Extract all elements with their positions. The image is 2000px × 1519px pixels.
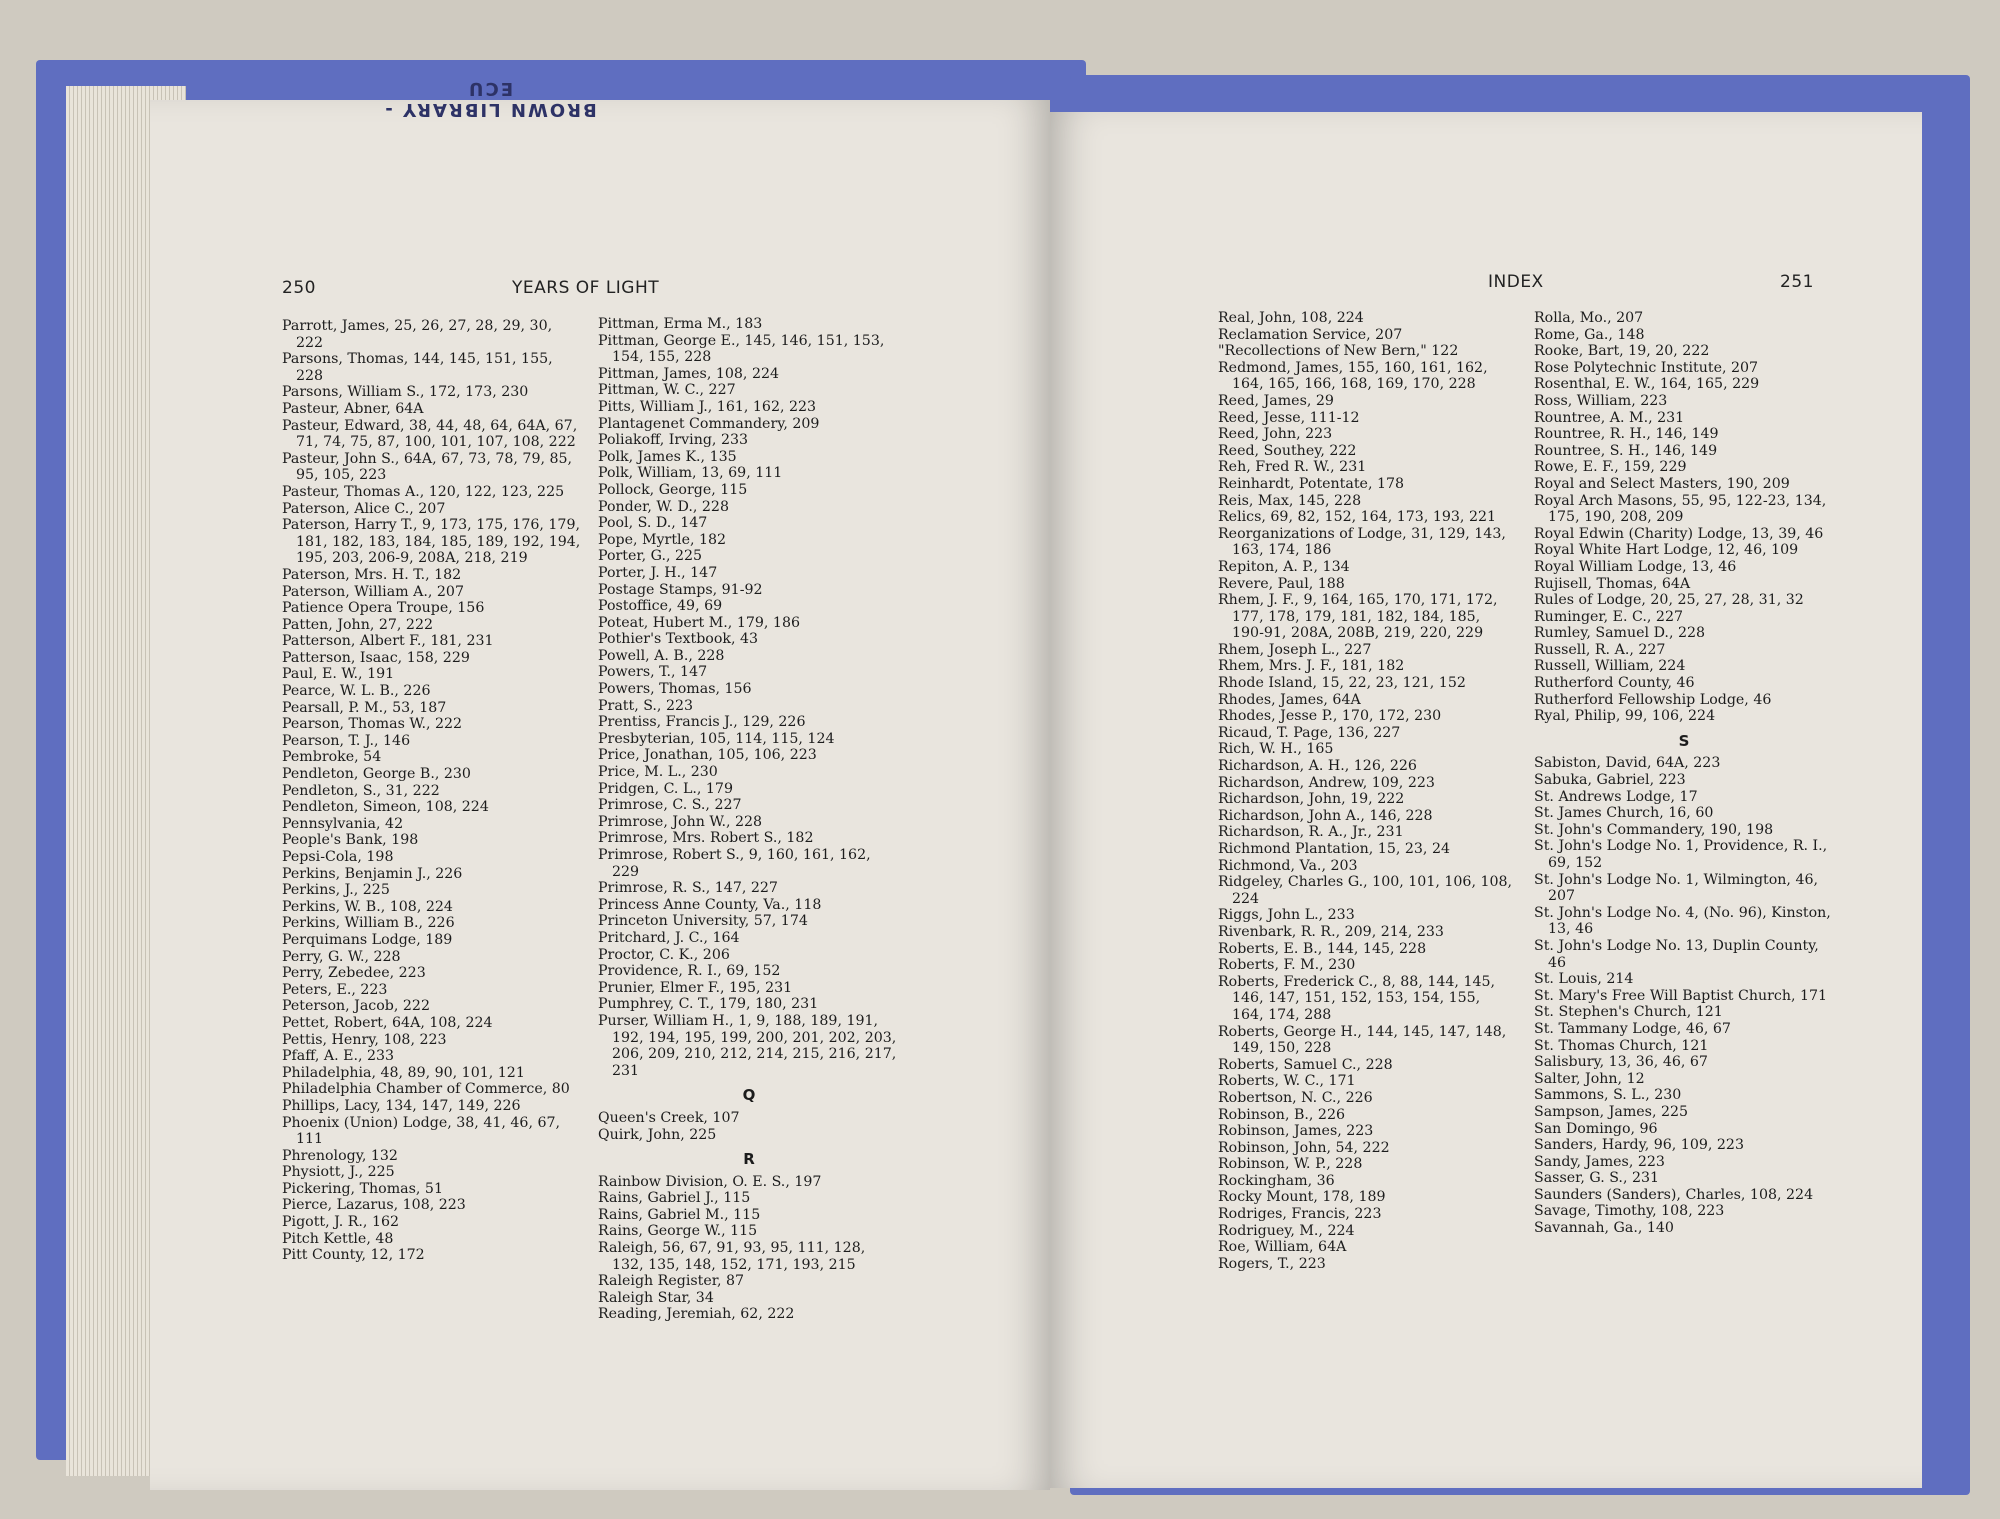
- index-entry: St. Louis, 214: [1534, 971, 1634, 988]
- index-entry: Primrose, Mrs. Robert S., 182: [598, 830, 814, 847]
- index-entry: Patterson, Isaac, 158, 229: [282, 649, 470, 666]
- index-entry: Pritchard, J. C., 164: [598, 929, 740, 946]
- index-entry: Rhem, J. F., 9, 164, 165, 170, 171, 172, 177, 178, 179, 181, 182, 184, 185, 190-91, 208A, 208B, 219, 220, 229: [1218, 592, 1498, 642]
- index-entry: Robinson, W. P., 228: [1218, 1156, 1363, 1173]
- index-entry: Rolla, Mo., 207: [1534, 310, 1644, 326]
- index-entry: Royal White Hart Lodge, 12, 46, 109: [1534, 542, 1799, 559]
- index-entry: Rocky Mount, 178, 189: [1218, 1189, 1386, 1206]
- index-entry: Pendleton, S., 31, 222: [282, 782, 440, 799]
- index-entry: Rains, George W., 115: [598, 1223, 758, 1240]
- index-entry: Pasteur, Abner, 64A: [282, 400, 424, 417]
- index-entry: Pembroke, 54: [282, 749, 382, 766]
- index-entry: Rose Polytechnic Institute, 207: [1534, 359, 1759, 376]
- running-head-left: YEARS OF LIGHT: [512, 278, 660, 298]
- index-entry: Rodriguey, M., 224: [1218, 1222, 1355, 1239]
- index-entry: Pratt, S., 223: [598, 697, 694, 714]
- index-entry: Pumphrey, C. T., 179, 180, 231: [598, 996, 819, 1013]
- index-entry: Pendleton, Simeon, 108, 224: [282, 799, 489, 816]
- index-entry: Parrott, James, 25, 26, 27, 28, 29, 30, 222: [282, 318, 553, 351]
- index-entry: Paterson, Alice C., 207: [282, 500, 446, 517]
- index-entry: People's Bank, 198: [282, 832, 419, 849]
- index-entry: Robertson, N. C., 226: [1218, 1089, 1373, 1106]
- index-entry: Rhem, Mrs. J. F., 181, 182: [1218, 658, 1405, 675]
- index-entry: Perquimans Lodge, 189: [282, 931, 453, 948]
- index-entry: Rumley, Samuel D., 228: [1534, 625, 1706, 642]
- index-entry: St. John's Lodge No. 1, Providence, R. I., 69, 152: [1534, 838, 1828, 871]
- index-entry: Rhode Island, 15, 22, 23, 121, 152: [1218, 675, 1466, 692]
- index-entry: Reed, Jesse, 111-12: [1218, 409, 1360, 426]
- index-entry: Pettis, Henry, 108, 223: [282, 1031, 447, 1048]
- index-entry: Richardson, Andrew, 109, 223: [1218, 774, 1435, 791]
- index-entry: Pickering, Thomas, 51: [282, 1180, 443, 1197]
- index-entry: Riggs, John L., 233: [1218, 907, 1355, 924]
- index-entry: Pearce, W. L. B., 226: [282, 683, 431, 700]
- index-entry: Providence, R. I., 69, 152: [598, 963, 781, 980]
- page-number-right: 251: [1780, 272, 1814, 292]
- index-entry: Savage, Timothy, 108, 223: [1534, 1203, 1725, 1220]
- index-entry: Rivenbark, R. R., 209, 214, 233: [1218, 923, 1444, 940]
- index-entry: Proctor, C. K., 206: [598, 946, 730, 963]
- index-entry: St. Stephen's Church, 121: [1534, 1004, 1723, 1021]
- index-entry: Pasteur, John S., 64A, 67, 73, 78, 79, 85, 95, 105, 223: [282, 450, 573, 484]
- index-entry: Rhodes, Jesse P., 170, 172, 230: [1218, 708, 1442, 725]
- index-entry: Pennsylvania, 42: [282, 815, 404, 832]
- index-column-1: [282, 318, 582, 1264]
- index-entry: Rooke, Bart, 19, 20, 222: [1534, 343, 1710, 360]
- index-entry: Quirk, John, 225: [598, 1126, 717, 1143]
- index-entry: Princess Anne County, Va., 118: [598, 896, 822, 913]
- index-entry: Phrenology, 132: [282, 1147, 398, 1164]
- index-entry: Poteat, Hubert M., 179, 186: [598, 614, 801, 631]
- index-entry: Robinson, James, 223: [1218, 1123, 1374, 1140]
- index-entry: Rome, Ga., 148: [1534, 326, 1645, 343]
- index-entry: Ponder, W. D., 228: [598, 498, 729, 515]
- index-entry: Robinson, John, 54, 222: [1218, 1139, 1390, 1156]
- index-entry: Raleigh Star, 34: [598, 1289, 714, 1306]
- index-entry: Peterson, Jacob, 222: [282, 998, 430, 1015]
- index-entry: Rich, W. H., 165: [1218, 741, 1334, 758]
- index-entry: Rules of Lodge, 20, 25, 27, 28, 31, 32: [1534, 592, 1804, 609]
- index-entry: Savannah, Ga., 140: [1534, 1220, 1674, 1237]
- index-entry: Perkins, W. B., 108, 224: [282, 898, 453, 915]
- index-column-4: [1534, 310, 1834, 1237]
- index-entry: Rountree, R. H., 146, 149: [1534, 426, 1719, 443]
- index-entry: Pittman, W. C., 227: [598, 382, 736, 399]
- index-entry: Royal Arch Masons, 55, 95, 122-23, 134, 175, 190, 208, 209: [1534, 492, 1827, 526]
- index-entry: Rhem, Joseph L., 227: [1218, 641, 1372, 658]
- index-entry: Pearson, T. J., 146: [282, 732, 411, 749]
- index-entry: Philadelphia, 48, 89, 90, 101, 121: [282, 1064, 525, 1081]
- index-entry: Paterson, Mrs. H. T., 182: [282, 566, 462, 583]
- index-entry: Pittman, James, 108, 224: [598, 365, 780, 382]
- right-page: [1050, 112, 1922, 1488]
- index-entry: Purser, William H., 1, 9, 188, 189, 191, 192, 194, 195, 199, 200, 201, 202, 203, 206, 209, 210, 212, 214, 215, 216, 217, 231: [598, 1012, 897, 1079]
- index-entry: Presbyterian, 105, 114, 115, 124: [598, 730, 835, 747]
- index-entry: Reis, Max, 145, 228: [1218, 492, 1362, 509]
- index-entry: Reed, James, 29: [1218, 392, 1334, 409]
- index-entry: Sabiston, David, 64A, 223: [1534, 755, 1721, 772]
- index-entry: Sampson, James, 225: [1534, 1103, 1689, 1120]
- index-entry: Pfaff, A. E., 233: [282, 1048, 395, 1065]
- index-entry: Russell, William, 224: [1534, 658, 1686, 675]
- index-entry: Richmond Plantation, 15, 23, 24: [1218, 841, 1451, 857]
- index-entry: Rutherford County, 46: [1534, 675, 1695, 692]
- index-entry: Rountree, S. H., 146, 149: [1534, 442, 1718, 459]
- index-entry: Rujisell, Thomas, 64A: [1534, 575, 1691, 592]
- index-entry: Postage Stamps, 91-92: [598, 581, 763, 598]
- index-entry: Richardson, A. H., 126, 226: [1218, 758, 1417, 775]
- running-head-right: INDEX: [1488, 272, 1544, 292]
- index-entry: Sammons, S. L., 230: [1534, 1087, 1682, 1104]
- index-entry: Perkins, J., 225: [282, 882, 390, 899]
- index-entry: Perry, G. W., 228: [282, 948, 401, 965]
- index-entry: Pool, S. D., 147: [598, 515, 708, 532]
- index-entry: Sasser, G. S., 231: [1534, 1170, 1660, 1187]
- index-entry: Pepsi-Cola, 198: [282, 849, 394, 865]
- index-entry: Ryal, Philip, 99, 106, 224: [1534, 708, 1716, 725]
- index-entry: Paul, E. W., 191: [282, 666, 395, 683]
- index-entry: Ridgeley, Charles G., 100, 101, 106, 108, 224: [1218, 874, 1513, 907]
- index-entry: Patten, John, 27, 222: [282, 616, 433, 633]
- index-entry: Pridgen, C. L., 179: [598, 780, 733, 797]
- index-entry: Reed, John, 223: [1218, 426, 1333, 443]
- index-entry: Rains, Gabriel M., 115: [598, 1206, 761, 1223]
- index-entry: St. Andrews Lodge, 17: [1534, 788, 1698, 805]
- index-entry: Parsons, William S., 172, 173, 230: [282, 384, 529, 401]
- index-entry: Philadelphia Chamber of Commerce, 80: [282, 1081, 570, 1098]
- index-entry: Sanders, Hardy, 96, 109, 223: [1534, 1137, 1744, 1154]
- index-entry: Paterson, Harry T., 9, 173, 175, 176, 179, 181, 182, 183, 184, 185, 189, 192, 194, 195, 203, 206-9, 208A, 218, 219: [282, 517, 581, 567]
- index-entry: Powell, A. B., 228: [598, 647, 725, 664]
- index-entry: Rosenthal, E. W., 164, 165, 229: [1534, 376, 1760, 393]
- index-entry: Prunier, Elmer F., 195, 231: [598, 979, 793, 996]
- index-entry: Royal Edwin (Charity) Lodge, 13, 39, 46: [1534, 525, 1824, 542]
- index-entry: Primrose, R. S., 147, 227: [598, 880, 778, 897]
- index-entry: Pearsall, P. M., 53, 187: [282, 699, 447, 716]
- index-entry: Raleigh, 56, 67, 91, 93, 95, 111, 128, 132, 135, 148, 152, 171, 193, 215: [598, 1240, 866, 1273]
- page-number-left: 250: [282, 278, 316, 298]
- index-entry: "Recollections of New Bern," 122: [1218, 343, 1459, 360]
- index-entry: Prentiss, Francis J., 129, 226: [598, 714, 806, 731]
- index-entry: Rutherford Fellowship Lodge, 46: [1534, 691, 1772, 708]
- index-entry: St. Tammany Lodge, 46, 67: [1534, 1020, 1731, 1037]
- index-entry: Porter, J. H., 147: [598, 564, 718, 581]
- spine-stamp: BROWN LIBRARY - ECU: [383, 78, 597, 120]
- index-entry: Polk, William, 13, 69, 111: [598, 465, 783, 482]
- index-entry: Rains, Gabriel J., 115: [598, 1190, 751, 1207]
- index-entry: Pasteur, Thomas A., 120, 122, 123, 225: [282, 483, 565, 500]
- index-entry: Reed, Southey, 222: [1218, 442, 1357, 459]
- index-entry: Robinson, B., 226: [1218, 1106, 1345, 1123]
- index-entry: Perry, Zebedee, 223: [282, 965, 426, 982]
- index-entry: Reh, Fred R. W., 231: [1218, 459, 1367, 476]
- index-entry: Reorganizations of Lodge, 31, 129, 143, 163, 174, 186: [1218, 525, 1506, 559]
- index-entry: Perkins, Benjamin J., 226: [282, 865, 463, 882]
- index-entry: Phillips, Lacy, 134, 147, 149, 226: [282, 1097, 521, 1114]
- index-entry: Pasteur, Edward, 38, 44, 48, 64, 64A, 67, 71, 74, 75, 87, 100, 101, 107, 108, 222: [282, 417, 578, 451]
- index-entry: Patterson, Albert F., 181, 231: [282, 633, 494, 650]
- index-entry: Queen's Creek, 107: [598, 1109, 740, 1126]
- index-entry: Pittman, George E., 145, 146, 151, 153, 154, 155, 228: [598, 332, 885, 366]
- index-entry: Plantagenet Commandery, 209: [598, 415, 820, 432]
- index-entry: Physiott, J., 225: [282, 1164, 395, 1181]
- index-entry: Royal and Select Masters, 190, 209: [1534, 475, 1790, 492]
- index-entry: Powers, T., 147: [598, 664, 708, 681]
- index-entry: Princeton University, 57, 174: [598, 913, 808, 930]
- index-entry: Pigott, J. R., 162: [282, 1214, 400, 1231]
- index-entry: Salter, John, 12: [1534, 1070, 1645, 1087]
- index-entry: Pitch Kettle, 48: [282, 1230, 394, 1247]
- index-entry: Revere, Paul, 188: [1218, 575, 1345, 592]
- index-entry: Real, John, 108, 224: [1218, 310, 1364, 326]
- index-entry: St. John's Lodge No. 4, (No. 96), Kinston, 13, 46: [1534, 904, 1831, 938]
- index-entry: Ricaud, T. Page, 136, 227: [1218, 724, 1401, 741]
- index-entry: Pettet, Robert, 64A, 108, 224: [282, 1014, 493, 1031]
- index-entry: Richardson, John, 19, 222: [1218, 791, 1405, 808]
- index-entry: Roberts, W. C., 171: [1218, 1073, 1356, 1090]
- index-entry: Rockingham, 36: [1218, 1172, 1335, 1189]
- index-entry: Patience Opera Troupe, 156: [282, 600, 485, 617]
- index-entry: Porter, G., 225: [598, 548, 703, 565]
- index-entry: St. Thomas Church, 121: [1534, 1037, 1709, 1054]
- index-entry: St. James Church, 16, 60: [1534, 805, 1714, 822]
- index-entry: Richardson, R. A., Jr., 231: [1218, 824, 1404, 841]
- index-entry: Roberts, Frederick C., 8, 88, 144, 145, 146, 147, 151, 152, 153, 154, 155, 164, 174, 288: [1218, 973, 1496, 1023]
- index-entry: St. John's Lodge No. 13, Duplin County, 46: [1534, 937, 1819, 971]
- index-entry: Reading, Jeremiah, 62, 222: [598, 1306, 795, 1323]
- index-entry: Roe, William, 64A: [1218, 1239, 1347, 1256]
- index-entry: Rountree, A. M., 231: [1534, 409, 1685, 426]
- index-column-2: [598, 316, 900, 1323]
- index-entry: Primrose, John W., 228: [598, 813, 763, 830]
- index-column-3: [1218, 310, 1516, 1272]
- section-letter: Q: [742, 1086, 756, 1105]
- index-entry: Repiton, A. P., 134: [1218, 558, 1350, 575]
- index-entry: Perkins, William B., 226: [282, 915, 455, 932]
- section-letter: S: [1678, 731, 1690, 750]
- index-entry: Roberts, George H., 144, 145, 147, 148, 149, 150, 228: [1218, 1023, 1507, 1057]
- index-entry: Saunders (Sanders), Charles, 108, 224: [1534, 1186, 1814, 1203]
- index-entry: Roberts, E. B., 144, 145, 228: [1218, 940, 1427, 957]
- index-entry: Royal William Lodge, 13, 46: [1534, 558, 1737, 575]
- index-entry: Richardson, John A., 146, 228: [1218, 807, 1433, 824]
- index-entry: Postoffice, 49, 69: [598, 598, 723, 615]
- index-entry: Rainbow Division, O. E. S., 197: [598, 1173, 822, 1190]
- index-entry: Rogers, T., 223: [1218, 1255, 1326, 1272]
- index-entry: Primrose, C. S., 227: [598, 797, 742, 814]
- index-entry: Pitts, William J., 161, 162, 223: [598, 398, 817, 415]
- index-entry: Pothier's Textbook, 43: [598, 631, 759, 648]
- index-entry: Pope, Myrtle, 182: [598, 531, 727, 548]
- index-entry: Roberts, Samuel C., 228: [1218, 1056, 1393, 1073]
- index-entry: Pearson, Thomas W., 222: [282, 716, 463, 733]
- index-entry: Price, M. L., 230: [598, 764, 718, 781]
- index-entry: Price, Jonathan, 105, 106, 223: [598, 747, 817, 764]
- index-entry: Russell, R. A., 227: [1534, 641, 1666, 658]
- index-entry: Phoenix (Union) Lodge, 38, 41, 46, 67, 111: [282, 1114, 561, 1148]
- index-entry: Pittman, Erma M., 183: [598, 316, 763, 332]
- index-entry: San Domingo, 96: [1534, 1120, 1658, 1137]
- index-entry: St. Mary's Free Will Baptist Church, 171: [1534, 987, 1828, 1004]
- index-entry: Rodriges, Francis, 223: [1218, 1206, 1382, 1223]
- index-entry: Roberts, F. M., 230: [1218, 957, 1356, 974]
- index-entry: Peters, E., 223: [282, 981, 388, 998]
- index-entry: Relics, 69, 82, 152, 164, 173, 193, 221: [1218, 509, 1497, 526]
- index-entry: Parsons, Thomas, 144, 145, 151, 155, 228: [282, 351, 553, 384]
- index-entry: Sabuka, Gabriel, 223: [1534, 772, 1686, 789]
- index-entry: Rhodes, James, 64A: [1218, 691, 1361, 708]
- index-entry: Redmond, James, 155, 160, 161, 162, 164, 165, 166, 168, 169, 170, 228: [1218, 359, 1488, 393]
- index-entry: Reinhardt, Potentate, 178: [1218, 475, 1405, 492]
- index-entry: St. John's Commandery, 190, 198: [1534, 821, 1774, 838]
- index-entry: Powers, Thomas, 156: [598, 681, 752, 698]
- index-entry: Paterson, William A., 207: [282, 583, 464, 600]
- section-letter: R: [743, 1150, 755, 1169]
- index-entry: Poliakoff, Irving, 233: [598, 432, 749, 449]
- index-entry: Reclamation Service, 207: [1218, 326, 1403, 343]
- index-entry: Richmond, Va., 203: [1218, 857, 1358, 874]
- index-entry: Raleigh Register, 87: [598, 1273, 745, 1290]
- index-entry: Rowe, E. F., 159, 229: [1534, 459, 1687, 476]
- index-entry: Ross, William, 223: [1534, 392, 1668, 409]
- index-entry: Pierce, Lazarus, 108, 223: [282, 1197, 466, 1214]
- index-entry: Primrose, Robert S., 9, 160, 161, 162, 229: [598, 847, 871, 880]
- index-entry: Sandy, James, 223: [1534, 1153, 1665, 1170]
- index-entry: St. John's Lodge No. 1, Wilmington, 46, 207: [1534, 871, 1819, 905]
- index-entry: Pollock, George, 115: [598, 481, 748, 498]
- index-entry: Polk, James K., 135: [598, 448, 737, 465]
- index-entry: Pendleton, George B., 230: [282, 766, 471, 783]
- index-entry: Salisbury, 13, 36, 46, 67: [1534, 1054, 1708, 1071]
- left-page: [150, 100, 1050, 1490]
- index-entry: Ruminger, E. C., 227: [1534, 608, 1684, 625]
- index-entry: Pitt County, 12, 172: [282, 1247, 425, 1264]
